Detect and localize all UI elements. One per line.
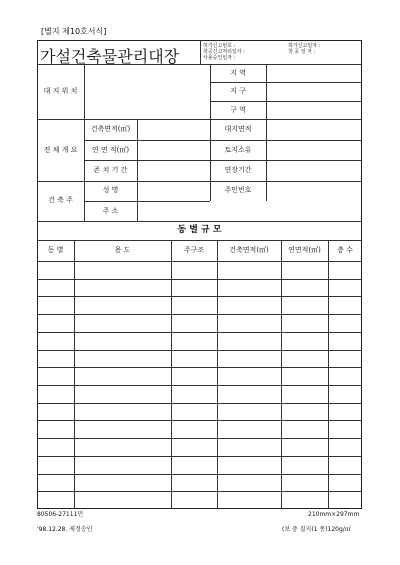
- title-divider: [200, 40, 201, 64]
- page-title: 가설건축물관리대장: [40, 47, 180, 66]
- line: [37, 261, 362, 262]
- col-header-floor-area: 연면적(㎡): [288, 246, 321, 254]
- builder-name-label: 성 명: [102, 186, 119, 194]
- zone-area-label: 지 역: [230, 69, 246, 77]
- table-row-line: [37, 420, 362, 421]
- table-row-line: [37, 491, 362, 492]
- form-tag: [별지 제10호서식]: [41, 27, 107, 36]
- resident-number-label: 주민번호: [224, 186, 252, 194]
- builder-label: 건 축 주: [48, 196, 73, 204]
- table-row-line: [37, 438, 362, 439]
- header-meta-left: [203, 43, 245, 61]
- table-row-line: [37, 474, 362, 475]
- table-row-line: [37, 279, 362, 280]
- table-row-line: [37, 296, 362, 297]
- paper-spec: (보 중 질지(1 종)120g/㎡: [282, 526, 351, 533]
- line: [266, 64, 267, 201]
- col-header-building-area: 건축면적(㎡): [229, 246, 269, 254]
- zone-section-label: 구 역: [230, 106, 246, 114]
- floor-area-label: 연 면 적(㎡): [91, 146, 130, 154]
- line: [210, 101, 362, 102]
- col-header-floors: 층 수: [337, 246, 353, 254]
- table-column-line: [328, 240, 329, 509]
- site-location-label: 대 지 위 치: [43, 87, 78, 95]
- table-row-line: [37, 314, 362, 315]
- line: [37, 119, 362, 120]
- line: [37, 221, 362, 222]
- table-column-line: [281, 240, 282, 509]
- col-header-building: 동 별: [47, 246, 64, 254]
- table-row-line: [37, 403, 362, 404]
- table-row-line: [37, 332, 362, 333]
- line: [137, 119, 138, 221]
- line: [37, 181, 362, 182]
- line: [37, 240, 362, 241]
- extension-period-label: 연장기간: [224, 166, 252, 174]
- col-header-structure: 주구조: [183, 246, 205, 254]
- land-ownership-label: 토지소유: [224, 146, 252, 154]
- table-row-line: [37, 367, 362, 368]
- table-row-line: [37, 456, 362, 457]
- table-row-line: [37, 385, 362, 386]
- retention-period-label: 존 치 기 간: [93, 166, 128, 174]
- start-report-date-label: 착공신고처리일자 :: [203, 49, 245, 55]
- paper-size: 210mm×297mm: [308, 511, 360, 518]
- builder-address-label: 주 소: [102, 207, 119, 215]
- table-column-line: [171, 240, 172, 509]
- line: [210, 82, 362, 83]
- line: [37, 64, 362, 65]
- table-row-line: [37, 350, 362, 351]
- table-column-line: [217, 240, 218, 509]
- zone-district-label: 지 구: [230, 87, 246, 95]
- table-column-line: [74, 240, 75, 509]
- use-approval-date-label: 사용승인일자 :: [203, 55, 236, 61]
- col-header-use: 용 도: [114, 246, 131, 254]
- line: [84, 160, 362, 161]
- construction-start-date-label: 착 공 일 자 :: [288, 49, 316, 55]
- site-area-label: 대지면적: [224, 125, 252, 133]
- approval-date: '98.12.28. 제정승인: [37, 526, 93, 533]
- permit-number-label: 허가신고번호 :: [203, 43, 236, 49]
- line: [84, 140, 362, 141]
- section-title: 동 별 규 모: [177, 225, 222, 235]
- line: [84, 201, 210, 202]
- building-area-label: 건축면적(㎡): [90, 125, 131, 133]
- header-meta-right: [288, 43, 320, 55]
- permit-date-label: 허가신고일자 :: [288, 43, 321, 49]
- form-code: 80506-27111민: [37, 511, 84, 518]
- overview-label: 전 체 개 요: [43, 146, 78, 154]
- line: [84, 64, 85, 221]
